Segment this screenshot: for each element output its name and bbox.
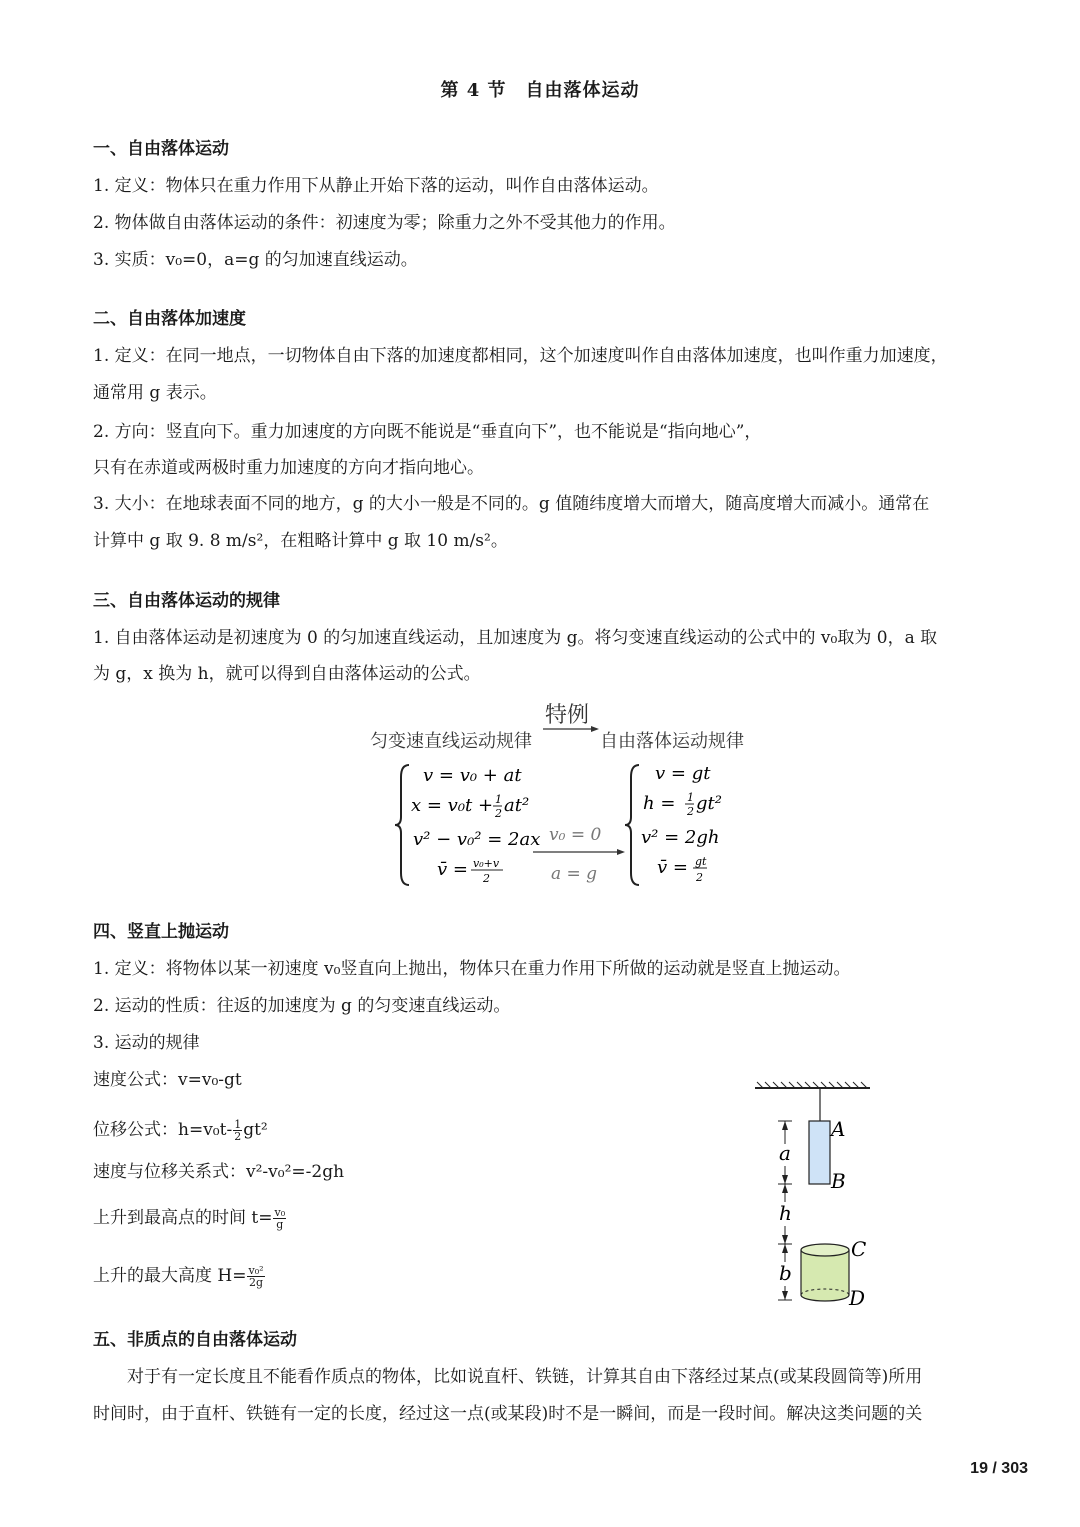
s2-line-1: 1. 定义：在同一地点，一切物体自由下落的加速度都相同，这个加速度叫作自由落体加速度，也叫作重力加速度， bbox=[93, 346, 948, 366]
displacement-formula-label: 位移公式： bbox=[93, 1120, 178, 1140]
s4-item-2: 2. 运动的性质：往返的加速度为 g 的匀变速直线运动。 bbox=[93, 996, 511, 1016]
dim-h: h bbox=[779, 1201, 792, 1225]
speed-formula-label: 速度公式： bbox=[93, 1070, 178, 1090]
displacement-formula-a: h=v₀t- bbox=[178, 1120, 233, 1140]
right-eq-2-num: 1 bbox=[687, 791, 694, 804]
label-b-point: B bbox=[831, 1169, 846, 1193]
right-eq-4a: v̄ = bbox=[657, 857, 688, 878]
s2-line-2: 通常用 g 表示。 bbox=[93, 383, 217, 403]
right-eq-2a: h = bbox=[643, 793, 676, 814]
label-d-point: D bbox=[849, 1286, 866, 1310]
s2-line-4: 只有在赤道或两极时重力加速度的方向才指向地心。 bbox=[93, 458, 484, 478]
rod-cylinder-diagram bbox=[745, 1078, 885, 1310]
time-to-top-num: v₀ bbox=[274, 1206, 286, 1219]
time-to-top-formula bbox=[93, 1200, 287, 1236]
s5-line-1: 对于有一定长度且不能看作质点的物体，比如说直杆、铁链，计算其自由下落经过某点(或某段圆筒等)所用 bbox=[93, 1367, 923, 1387]
s1-item-1: 1. 定义：物体只在重力作用下从静止开始下落的运动，叫作自由落体运动。 bbox=[93, 176, 659, 196]
special-case-label: 特例 bbox=[545, 703, 590, 728]
s2-line-3: 2. 方向：竖直向下。重力加速度的方向既不能说是“垂直向下”，也不能说是“指向地心”， bbox=[93, 422, 762, 442]
arrow-a-up bbox=[782, 1121, 788, 1130]
right-eq-3: v² = 2gh bbox=[641, 827, 720, 848]
time-to-top-fraction bbox=[273, 1207, 286, 1230]
s5-line-2: 时间时，由于直杆、铁链有一定的长度，经过这一点(或某段)时不是一瞬间，而是一段时间。解决这类问题的关 bbox=[93, 1404, 923, 1424]
cond-a: a = g bbox=[551, 864, 598, 884]
page-number: 19 / 303 bbox=[970, 1460, 1028, 1477]
s4-item-1: 1. 定义：将物体以某一初速度 v₀竖直向上抛出，物体只在重力作用下所做的运动就是竖直上抛运动。 bbox=[93, 959, 851, 979]
time-to-top-a: t= bbox=[251, 1208, 273, 1228]
s1-item-3: 3. 实质：v₀=0，a=g 的匀加速直线运动。 bbox=[93, 250, 418, 270]
rod bbox=[809, 1121, 830, 1184]
right-eq-2-den: 2 bbox=[687, 805, 694, 818]
max-height-formula bbox=[93, 1258, 266, 1294]
page-title: 第 4 节 自由落体运动 bbox=[440, 80, 640, 101]
speed-formula-value: v=v₀-gt bbox=[178, 1070, 242, 1090]
section-heading-2: 二、自由落体加速度 bbox=[93, 309, 246, 329]
left-eq-4-num: v₀+v bbox=[473, 857, 500, 870]
label-c-point: C bbox=[851, 1237, 867, 1261]
left-eq-1: v = v₀ + at bbox=[423, 765, 522, 786]
free-fall-label: 自由落体运动规律 bbox=[600, 731, 744, 752]
relation-value: v²-v₀²=-2gh bbox=[246, 1162, 345, 1182]
right-brace bbox=[625, 765, 639, 885]
max-height-label: 上升的最大高度 bbox=[93, 1266, 218, 1286]
s2-line-5: 3. 大小：在地球表面不同的地方，g 的大小一般是不同的。g 值随纬度增大而增大，随高度增大而减小。通常在 bbox=[93, 494, 930, 514]
left-eq-2b: at² bbox=[504, 795, 530, 816]
section-heading-1: 一、自由落体运动 bbox=[93, 139, 229, 159]
section-heading-3: 三、自由落体运动的规律 bbox=[93, 591, 280, 611]
time-to-top-den: g bbox=[276, 1218, 284, 1231]
left-eq-4a: v̄ = bbox=[437, 859, 468, 880]
right-eq-2b: gt² bbox=[696, 793, 722, 814]
special-arrow-head bbox=[591, 726, 599, 732]
uniform-accel-label: 匀变速直线运动规律 bbox=[370, 731, 532, 752]
section-heading-5: 五、非质点的自由落体运动 bbox=[93, 1330, 297, 1350]
max-height-den: 2g bbox=[248, 1276, 264, 1289]
time-to-top-label: 上升到最高点的时间 bbox=[93, 1208, 252, 1228]
left-eq-2-den: 2 bbox=[495, 807, 502, 820]
displacement-fraction bbox=[233, 1119, 242, 1142]
cond-arrow-head bbox=[617, 849, 625, 855]
arrow-b-down bbox=[782, 1291, 788, 1300]
left-eq-2a: x = v₀t + bbox=[411, 795, 494, 816]
right-eq-4-num: gt bbox=[695, 855, 707, 868]
displacement-formula bbox=[93, 1112, 268, 1148]
s3-line-1: 1. 自由落体运动是初速度为 0 的匀加速直线运动，且加速度为 g。将匀变速直线运动的公式中的 v₀取为 0，a 取 bbox=[93, 628, 938, 648]
arrow-h-down bbox=[782, 1235, 788, 1244]
speed-formula bbox=[93, 1068, 242, 1092]
s4-item-3: 3. 运动的规律 bbox=[93, 1033, 200, 1053]
rod-cylinder-svg bbox=[745, 1078, 885, 1310]
max-height-a: H= bbox=[217, 1266, 247, 1286]
arrow-b-up bbox=[782, 1244, 788, 1253]
left-eq-2-num: 1 bbox=[495, 793, 502, 806]
displacement-fraction-num: 1 bbox=[234, 1118, 242, 1131]
formula-figure-svg bbox=[365, 695, 765, 890]
arrow-a-down bbox=[782, 1175, 788, 1184]
label-a-point: A bbox=[831, 1117, 846, 1141]
s3-line-2: 为 g，x 换为 h，就可以得到自由落体运动的公式。 bbox=[93, 664, 481, 684]
cond-v0: v₀ = 0 bbox=[549, 825, 602, 845]
displacement-formula-b: gt² bbox=[243, 1120, 268, 1140]
left-eq-4-den: 2 bbox=[483, 872, 490, 885]
cylinder-top bbox=[801, 1244, 849, 1256]
section-heading-4: 四、竖直上抛运动 bbox=[93, 922, 229, 942]
right-eq-1: v = gt bbox=[655, 763, 711, 784]
s2-line-6: 计算中 g 取 9. 8 m/s²，在粗略计算中 g 取 10 m/s²。 bbox=[93, 531, 508, 551]
dim-a: a bbox=[779, 1141, 791, 1165]
arrow-h-up bbox=[782, 1184, 788, 1193]
left-brace bbox=[395, 765, 409, 885]
velocity-displacement-relation bbox=[93, 1160, 344, 1184]
s1-item-2: 2. 物体做自由落体运动的条件：初速度为零；除重力之外不受其他力的作用。 bbox=[93, 213, 676, 233]
max-height-fraction bbox=[247, 1265, 264, 1288]
max-height-num: v₀² bbox=[248, 1264, 264, 1277]
right-eq-4-den: 2 bbox=[696, 871, 703, 884]
formula-figure bbox=[365, 695, 765, 890]
displacement-fraction-den: 2 bbox=[234, 1130, 242, 1143]
left-eq-3: v² − v₀² = 2ax bbox=[413, 829, 541, 850]
relation-label: 速度与位移关系式： bbox=[93, 1162, 246, 1182]
cylinder-body bbox=[801, 1250, 849, 1301]
dim-b: b bbox=[779, 1261, 792, 1285]
